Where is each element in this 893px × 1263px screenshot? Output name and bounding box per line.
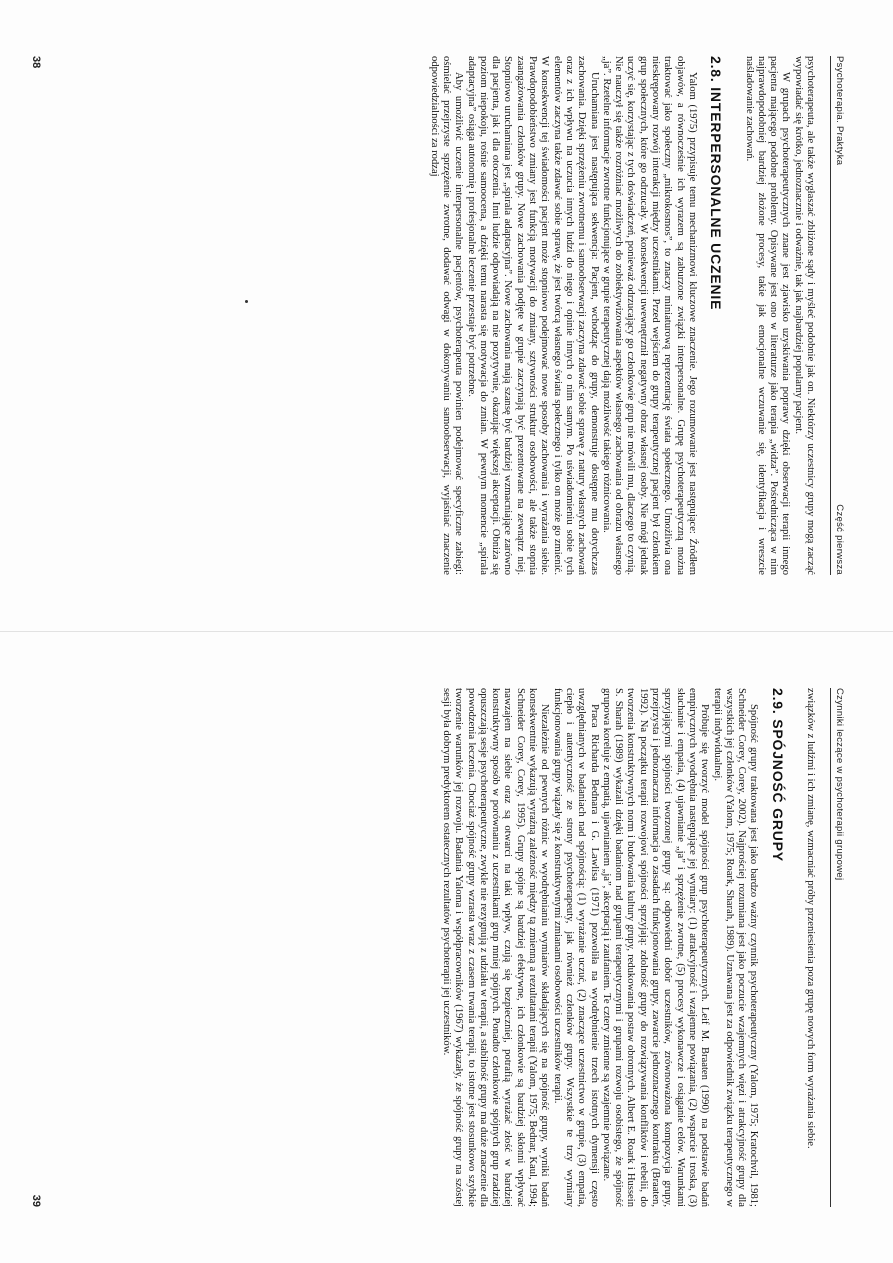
paragraph: związków z ludźmi i ich zmianę, wzmacniać próby przeniesienia poza grupę nowych form wyrażania siebie.: [805, 688, 816, 1149]
paragraph: Aby umożliwić uczenie interpersonalne pacjentów, psychoterapeuta powinien podejmować specyficzne zabiegi: ośmielać przejrzyste sprzężenie zwrotne, dodawać odwagi w dokonywaniu samoobserwacji, wyjaśniać znaczenie odpowiedzialności za rodzaj: [428, 56, 465, 575]
left-body: [427, 56, 816, 575]
paragraph: Praca Richarda Bednara i G. Lawlisa (1971) pozwoliła na wyodrębnienie trzech istotnych dymensji często uwzględnianych w badaniach nad spójnością: (1) wyrażanie uczuć, (2) znaczące uczestnictwo w grupie, (3) empatia, ciepło i autentyczność ze strony psychoterapeuty, jak również członków grupy. Wszystkie te trzy wymiary funkcjonowania grupy wiązały się z konstruktywnymi zmianami osobowości uczestników terapii.: [551, 688, 600, 1207]
right-body: [440, 688, 816, 1207]
paragraph: Yalom (1975) przypisuje temu mechanizmowi kluczowe znaczenie. Jego rozumowanie jest następujące: Źródłem objawów, a równocześnie ich wyrazem są zaburzone związki interpersonalne. Grupę psychoterapeutyczną można traktować jako społeczny „mikrokosmos”, to znaczy miniaturową reprezentację świata społecznego. Umożliwia ona nieskrępowany rozwój interakcji między uczestnikami. Przed wejściem do grupy terapeutycznej pacjent był członkiem grup społecznych, które go odrzucały. W konsekwencji uwewnętrznił negatywny obraz własnej osoby. Nie mógł jednak uczyć się, korzystając z tych doświadczeń, ponieważ odrzucający go członkowie grup nie mówili mu, dlaczego to czynią. Nie nauczył się także rozróżniać możliwych do zobiektywizowania aspektów własnego zachowania od obrazu własnego „ja”. Rzetelne informacje zwrotne funkcjonujące w grupie terapeutycznej dają możliwość takiego różnicowania.: [600, 56, 698, 575]
paragraph: psychoterapeuta, ale także wygłaszać zbliżone sądy i myśleć podobnie jak on. Niektórzy uczestnicy grupy mogą zacząć wypowiadać się krótko, jednoznacznie i odważnie, tak jak najbardziej popularny pacjent.: [792, 56, 816, 575]
paragraph: Spójność grupy traktowana jest jako bardzo ważny czynnik psychoterapeutyczny (Yalom, 1975; Kratochvil, 1981; Schneider Corey, Corey, 2002). Najprościej rozumiana jest jako poczucie wzajemnych więzi i atrakcyjność grupy dla wszystkich jej członków (Yalom, 1975; Roark, Sharah, 1989). Uznawana jest za odpowiednik związku terapeutycznego w terapii indywidualnej.: [711, 688, 760, 1207]
header-part: Część pierwsza: [834, 504, 845, 575]
running-head-left: [830, 56, 845, 575]
section-heading-2-9: 2.9. SPÓJNOŚĆ GRUPY: [769, 688, 786, 862]
paragraph: Uruchamiana jest następująca sekwencja: Pacjent, wchodząc do grupy, demonstruje dostępne mu dotychczas zachowania. Dzięki sprzężeniu zwrotnemu i samoobserwacji zaczyna zdawać sobie sprawę z natury własnych zachowań oraz z ich wpływu na uczucia innych ludzi do niego i opinie innych o nim samym. Po uświadomieniu sobie tych elementów zaczyna także zdawać sobie sprawę, że jest twórcą własnego świata społecznego i tylko on może go zmienić. W konsekwencji tej świadomości pacjent może stopniowo podejmować nowe sposoby zachowania i wyrażania siebie. Prawdopodobieństwo zmiany jest funkcją motywacji do zmiany, sztywności struktur osobowości, ale także stopnia zaangażowania członków grupy. Nowe zachowania podjęte w grupie zaczynają być prezentowane na zewnątrz niej. Stopniowo uruchamiana jest „spirala adaptacyjna”. Nowe zachowania mają szansę być bardziej wzmacniające zarówno dla pacjenta, jak i dla otoczenia. Inni ludzie odpowiadają na nie pozytywnie, okazując większej akceptacji. Obniża się poziom niepokoju, rośnie samoocena, a dzięki temu narasta się motywacja do zmian. W pewnym momencie „spirala adaptacyjna” osiąga autonomię i profesjonalne leczenie przestaje być potrzebne.: [465, 56, 600, 575]
page-number: 38: [30, 56, 42, 69]
page-number: 39: [30, 1194, 42, 1207]
page-38: [0, 0, 893, 631]
paragraph: W grupach psychoterapeutycznych znane jest zjawisko uzyskiwania poprawy dzięki obserwacji terapii innego pacjenta mającego podobne problemy. Opisywane jest ono w literaturze jako terapia „widza”. Pośrednicząca w nim najprawdopodobniej bardziej złożone procesy, takie jak emocjonalne wczuwanie się, identyfikacja i wreszcie naśladowanie zachowań.: [743, 56, 792, 575]
scan-speck: [245, 300, 248, 303]
page-39: [0, 632, 893, 1263]
running-head-right: [830, 688, 845, 1207]
header-book-title: Psychoterapia. Praktyka: [834, 56, 845, 166]
paragraph: Niezależnie od pewnych różnic w wyodrębnianiu wymiarów składających się na spójność grupy, wyniki badań konsekwentnie wykazują wyraźną zależność między tą zmienną a rezultatami terapii (Yalom, 1975; Bednar, Kaul, 1994; Schneider Corey, Corey, 1995). Grupy spójne są bardziej efektywne, ich członkowie są bardziej skłonni wpływać nawzajem na siebie oraz są otwarci na taki wpływ, czują się bezpieczniej, potrafią wyrażać złość w bardziej konstruktywny sposób w porównaniu z uczestnikami grup mniej spójnych. Ponadto członkowie spójnych grup rzadziej opuszczają sesje psychoterapeutyczne, zwykle nie rezygnują z udziału w terapii, a stabilność grupy ma duże znaczenie dla powodzenia leczenia. Chociaż spójność grupy wzrasta wraz z czasem trwania terapii, to istotne jest stosunkowo szybkie tworzenie warunków jej rozwoju. Badania Yaloma i współpracowników (1967) wykazały, że spójność grupy na szóstej sesji była dobrym predyktorem ostatecznych rezultatów psychoterapii jej uczestników.: [440, 688, 551, 1207]
paragraph: Próbuje się tworzyć model spójności grup psychoterapeutycznych. Leif M. Braaten (1990) na podstawie badań empirycznych wyodrębnia następujące jej wymiary: (1) atrakcyjność i wzajemne powiązania, (2) wsparcie i troska, (3) słuchanie i empatia, (4) ujawnianie „ja” i sprzężenie zwrotne, (5) procesy wykonawcze i osiąganie celów. Warunkami sprzyjającymi spójności tworzonej grupy są: odpowiedni dobór uczestników, zrównoważona kompozycja grupy, przejrzysta i jednoznaczna informacja o zasadach funkcjonowania grupy, zawarcie jednoznacznego kontraktu (Braaten, 1992). Na początku terapii rozwojowi spójności sprzyjają: zdolność grupy do rozwiązywania konfliktów i rebelii, do tworzenia konstruktywnych norm i budowania kultury grupy, redukowania postaw obronnych. Albert E. Roark i Hussein S. Sharah (1989) wykazali dzięki badaniom nad grupami terapeutycznymi i grupami rozwoju osobistego, że spójność grupowa koreluje z empatią, ujawnianiem „ja”, akceptacją i zaufaniem. Te cztery zmienne są wzajemnie powiązane.: [600, 688, 711, 1207]
section-heading-2-8: 2.8. INTERPERSONALNE UCZENIE: [708, 56, 725, 311]
header-chapter-title: Czynniki leczące w psychoterapii grupowej: [834, 688, 845, 881]
